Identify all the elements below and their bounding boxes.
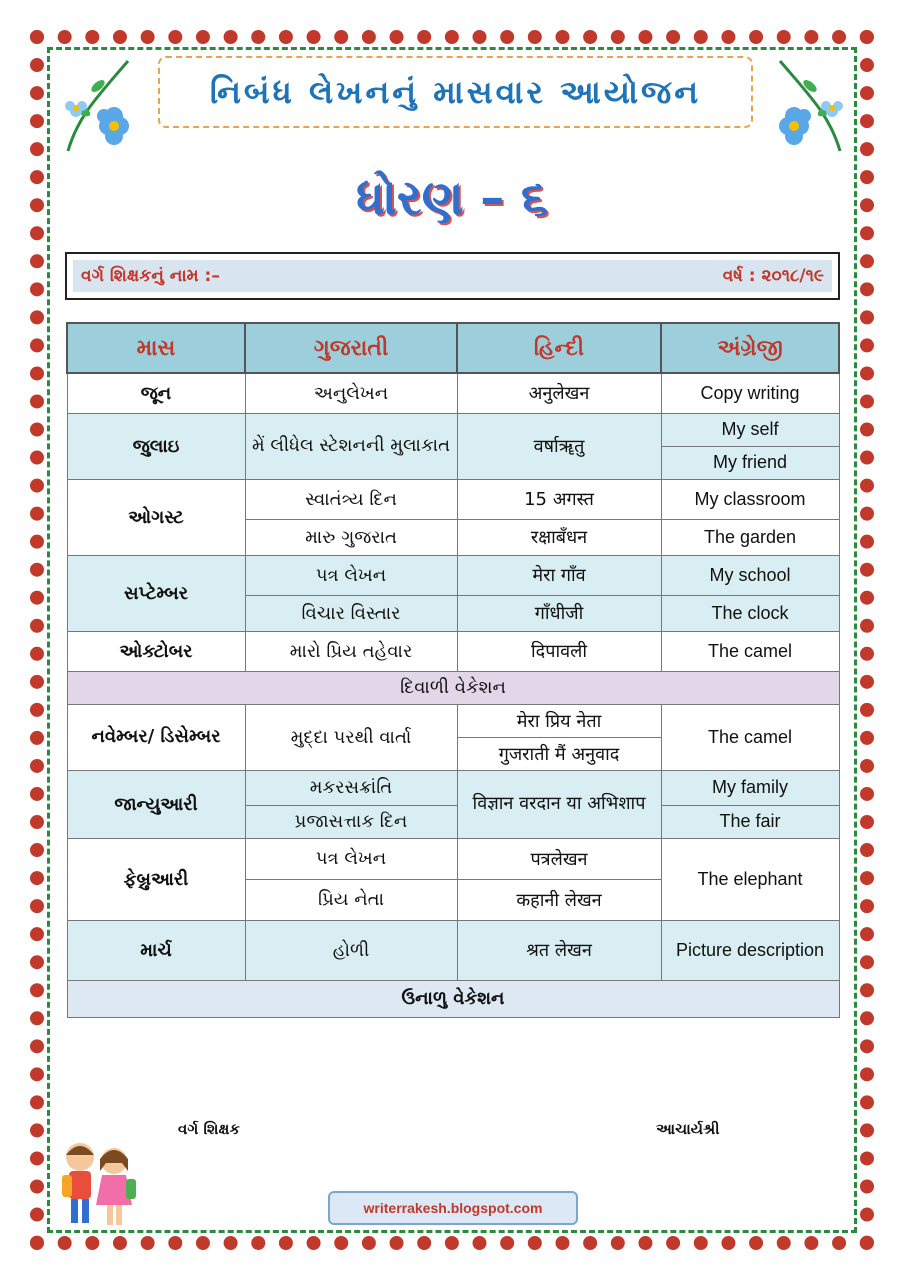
table-row bbox=[67, 631, 839, 671]
table-row bbox=[67, 413, 839, 446]
hindi-cell: विज्ञान वरदान या अभिशाप bbox=[457, 770, 661, 838]
english-cell: The clock bbox=[661, 595, 839, 631]
month-cell: નવેમ્બર/ ડિસેમ્બર bbox=[67, 704, 245, 770]
table-row bbox=[67, 555, 839, 595]
month-cell: સપ્ટેમ્બર bbox=[67, 555, 245, 631]
english-cell: My school bbox=[661, 555, 839, 595]
english-cell: My classroom bbox=[661, 479, 839, 519]
hindi-cell: 15 अगस्त bbox=[457, 479, 661, 519]
english-cell: My friend bbox=[661, 446, 839, 479]
month-cell: જુલાઇ bbox=[67, 413, 245, 479]
summer-vacation-cell: ઉનાળુ વેકેશન bbox=[67, 980, 839, 1017]
english-cell: The fair bbox=[661, 805, 839, 838]
table-row bbox=[67, 671, 839, 704]
column-header-hindi: હિન્દી bbox=[457, 323, 661, 373]
gujarati-cell: હોળી bbox=[245, 920, 457, 980]
gujarati-cell: મારો પ્રિય તહેવાર bbox=[245, 631, 457, 671]
hindi-cell: मेरा प्रिय नेता bbox=[457, 704, 661, 737]
hindi-cell: श्रत लेखन bbox=[457, 920, 661, 980]
gujarati-cell: પત્ર લેખન bbox=[245, 838, 457, 879]
flower-vine-icon bbox=[770, 56, 850, 156]
hindi-cell: रक्षाबँधन bbox=[457, 519, 661, 555]
diwali-vacation-cell: દિવાળી વેકેશન bbox=[67, 671, 839, 704]
blog-url-link[interactable]: writerrakesh.blogspot.com bbox=[363, 1200, 543, 1216]
english-cell: The garden bbox=[661, 519, 839, 555]
grade-title: ધોરણ – ૬ bbox=[356, 170, 548, 226]
teacher-name-label: વર્ગ શિક્ષકનું નામ :– bbox=[81, 266, 220, 286]
table-row bbox=[67, 770, 839, 805]
monthly-plan-table bbox=[66, 322, 840, 1018]
month-cell: માર્ચ bbox=[67, 920, 245, 980]
principal-signature-label: આચાર્યશ્રી bbox=[656, 1120, 720, 1138]
gujarati-cell: મારુ ગુજરાત bbox=[245, 519, 457, 555]
gujarati-cell: અનુલેખન bbox=[245, 373, 457, 413]
table-row bbox=[67, 704, 839, 737]
gujarati-cell: મકરસક્રાંતિ bbox=[245, 770, 457, 805]
english-cell: Picture description bbox=[661, 920, 839, 980]
class-teacher-signature-label: વર્ગ શિક્ષક bbox=[178, 1120, 240, 1138]
gujarati-cell: પ્રજાસત્તાક દિન bbox=[245, 805, 457, 838]
hindi-cell: कहानी लेखन bbox=[457, 879, 661, 920]
hindi-cell: गुजराती मैं अनुवाद bbox=[457, 737, 661, 770]
month-cell: જૂન bbox=[67, 373, 245, 413]
teacher-info-bar bbox=[65, 252, 840, 300]
column-header-gujarati: ગુજરાતી bbox=[245, 323, 457, 373]
column-header-english: અંગ્રેજી bbox=[661, 323, 839, 373]
hindi-cell: गाँधीजी bbox=[457, 595, 661, 631]
table-row bbox=[67, 980, 839, 1017]
table-row bbox=[67, 373, 839, 413]
gujarati-cell: વિચાર વિસ્તાર bbox=[245, 595, 457, 631]
header-banner bbox=[158, 56, 753, 128]
hindi-cell: वर्षाॠतु bbox=[457, 413, 661, 479]
hindi-cell: दिपावली bbox=[457, 631, 661, 671]
year-label: વર્ષ : ૨૦૧૮/૧૯ bbox=[722, 266, 824, 286]
hindi-cell: मेरा गाँव bbox=[457, 555, 661, 595]
gujarati-cell: મેં લીધેલ સ્ટેશનની મુલાકાત bbox=[245, 413, 457, 479]
page-title: નિબંધ લેખનનું માસવાર આયોજન bbox=[209, 72, 702, 111]
flower-vine-icon bbox=[58, 56, 138, 156]
english-cell: The camel bbox=[661, 704, 839, 770]
month-cell: ફેબ્રુઆરી bbox=[67, 838, 245, 920]
table-header-row bbox=[67, 323, 839, 373]
month-cell: ઓગસ્ટ bbox=[67, 479, 245, 555]
english-cell: The camel bbox=[661, 631, 839, 671]
english-cell: Copy writing bbox=[661, 373, 839, 413]
month-cell: જાન્યુઆરી bbox=[67, 770, 245, 838]
english-cell: My family bbox=[661, 770, 839, 805]
table-row bbox=[67, 920, 839, 980]
hindi-cell: पत्रलेखन bbox=[457, 838, 661, 879]
gujarati-cell: મુદ્દા પરથી વાર્તા bbox=[245, 704, 457, 770]
month-cell: ઓક્ટોબર bbox=[67, 631, 245, 671]
gujarati-cell: સ્વાતંત્ર્ય દિન bbox=[245, 479, 457, 519]
gujarati-cell: પ્રિય નેતા bbox=[245, 879, 457, 920]
english-cell: The elephant bbox=[661, 838, 839, 920]
kids-illustration bbox=[52, 1135, 142, 1230]
table-row bbox=[67, 838, 839, 879]
hindi-cell: अनुलेखन bbox=[457, 373, 661, 413]
table-row bbox=[67, 479, 839, 519]
english-cell: My self bbox=[661, 413, 839, 446]
blog-url-box[interactable] bbox=[328, 1191, 578, 1225]
gujarati-cell: પત્ર લેખન bbox=[245, 555, 457, 595]
column-header-month: માસ bbox=[67, 323, 245, 373]
